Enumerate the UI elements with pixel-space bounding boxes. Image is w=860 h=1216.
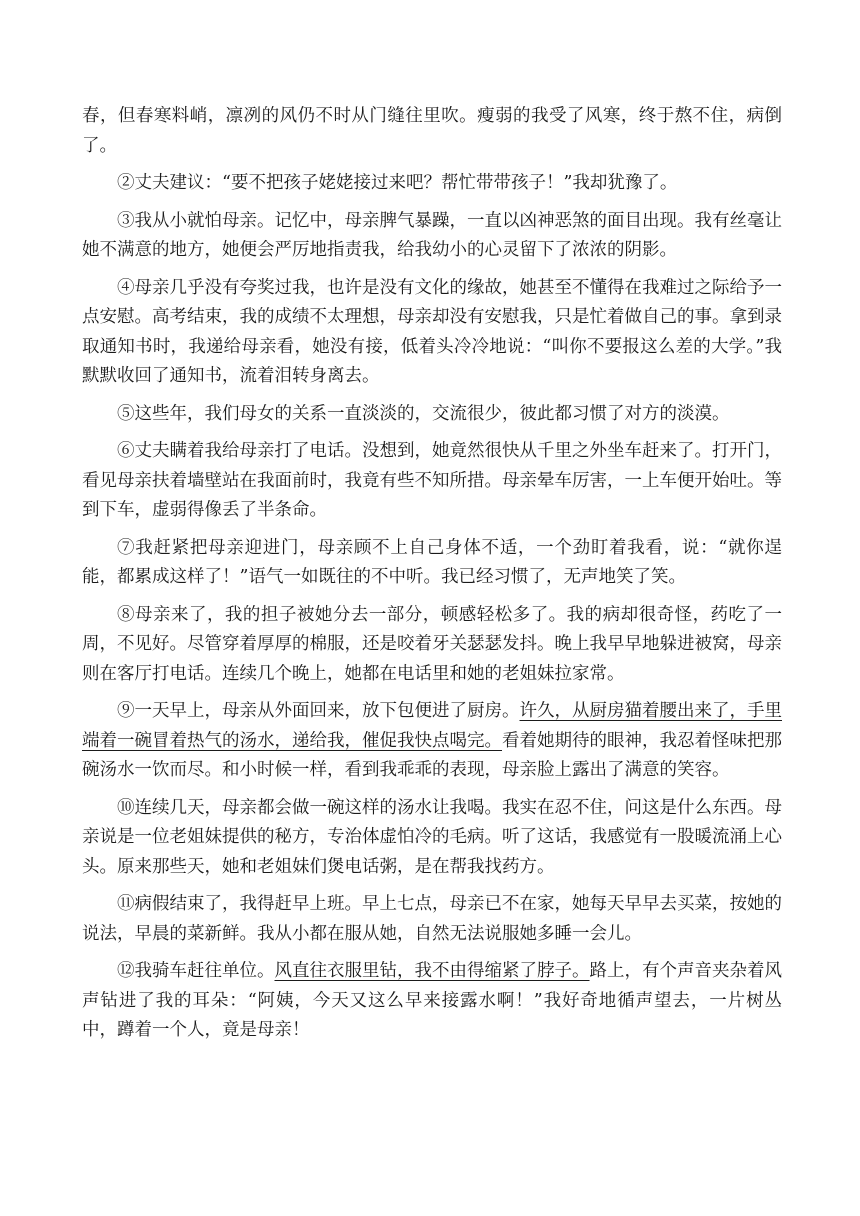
paragraph-9 [82, 697, 782, 786]
paragraph-7 [82, 534, 782, 593]
paragraph-number: ⑫ [117, 961, 135, 981]
paragraph-number: ⑥ [117, 441, 135, 461]
paragraph-text: 病假结束了，我得赶早上班。早上七点，母亲已不在家，她每天早早去买菜，按她的说法，早晨的菜新鲜。我从小都在服从她，自然无法说服她多睡一会儿。 [82, 894, 782, 944]
paragraph-number: ⑤ [117, 403, 135, 424]
paragraph-number: ⑪ [117, 894, 135, 914]
paragraph-6 [82, 437, 782, 526]
paragraph-number: ⑦ [117, 537, 136, 558]
paragraph-4 [82, 274, 782, 392]
paragraph-5 [82, 400, 782, 430]
paragraph-3 [82, 207, 782, 266]
underlined-sentence: 风直往衣服里钻，我不由得缩紧了脖子。 [274, 961, 590, 981]
paragraph-2 [82, 169, 782, 199]
paragraph-text: 连续几天，母亲都会做一碗这样的汤水让我喝。我实在忍不住，问这是什么东西。母亲说是一位老姐妹提供的秘方，专治体虚怕冷的毛病。听了这话，我感觉有一股暖流涌上心头。原来那些天，她和老姐妹们煲电话粥，是在帮我找药方。 [82, 797, 782, 877]
paragraph-text: 我赶紧把母亲迎进门，母亲顾不上自己身体不适，一个劲盯着我看，说：“就你逞能，都累成这样了！”语气一如既往的不中听。我已经习惯了，无声地笑了笑。 [82, 537, 783, 587]
underlined-sentence: 许久，从厨房猫着腰出来了，手里端着一碗冒着热气的汤水，递给我，催促我快点喝完。 [82, 701, 782, 751]
paragraph-text: 春，但春寒料峭，凛冽的风仍不时从门缝往里吹。瘦弱的我受了风寒，终于熬不住，病倒了。 [82, 106, 782, 156]
paragraph-number: ⑧ [117, 604, 135, 625]
paragraph-text: 丈夫瞒着我给母亲打了电话。没想到，她竟然很快从千里之外坐车赶来了。打开门，看见母亲扶着墙壁站在我面前时，我竟有些不知所措。母亲晕车厉害，一上车便开始吐。等到下车，虚弱得像丢了半条命。 [82, 441, 782, 520]
paragraph-continued [82, 102, 782, 161]
paragraph-8 [82, 601, 782, 690]
paragraph-11 [82, 890, 782, 949]
paragraph-number: ⑨ [117, 701, 135, 721]
paragraph-text: 我骑车赶往单位。 [134, 961, 275, 981]
paragraph-text: 母亲来了，我的担子被她分去一部分，顿感轻松多了。我的病却很奇怪，药吃了一周，不见好。尽管穿着厚厚的棉服，还是咬着牙关瑟瑟发抖。晚上我早早地躲进被窝，母亲则在客厅打电话。连续几个晚上，她都在电话里和她的老姐妹拉家常。 [82, 604, 783, 684]
article-body [82, 102, 782, 1054]
paragraph-number: ② [117, 173, 135, 193]
paragraph-text: 路上，有个声音夹杂着风声钻进了我的耳朵：“阿姨，今天又这么早来接露水啊！”我好奇地循声望去，一片树丛中，蹲着一个人，竟是母亲！ [82, 961, 782, 1040]
paragraph-number: ④ [117, 277, 135, 298]
paragraph-12 [82, 957, 782, 1046]
paragraph-text: 母亲几乎没有夸奖过我，也许是没有文化的缘故，她甚至不懂得在我难过之际给予一点安慰。高考结束，我的成绩不太理想，母亲却没有安慰我，只是忙着做自己的事。拿到录取通知书时，我递给母亲看，她没有接，低着头冷冷地说：“叫你不要报这么差的大学。”我默默收回了通知书，流着泪转身离去。 [82, 277, 782, 386]
paragraph-text: 看着她期待的眼神，我忍着怪味把那碗汤水一饮而尽。和小时候一样，看到我乖乖的表现，母亲脸上露出了满意的笑容。 [82, 730, 782, 780]
paragraph-number: ③ [117, 210, 135, 231]
paragraph-text: 这些年，我们母女的关系一直淡淡的，交流很少，彼此都习惯了对方的淡漠。 [134, 403, 730, 424]
paragraph-text: 一天早上，母亲从外面回来，放下包便进了厨房。 [134, 701, 520, 721]
paragraph-number: ⑩ [117, 797, 135, 818]
paragraph-10 [82, 794, 782, 883]
paragraph-text: 丈夫建议：“要不把孩子姥姥接过来吧？帮忙带带孩子！”我却犹豫了。 [134, 173, 678, 193]
paragraph-text: 我从小就怕母亲。记忆中，母亲脾气暴躁，一直以凶神恶煞的面目出现。我有丝毫让她不满意的地方，她便会严厉地指责我，给我幼小的心灵留下了浓浓的阴影。 [82, 210, 782, 260]
